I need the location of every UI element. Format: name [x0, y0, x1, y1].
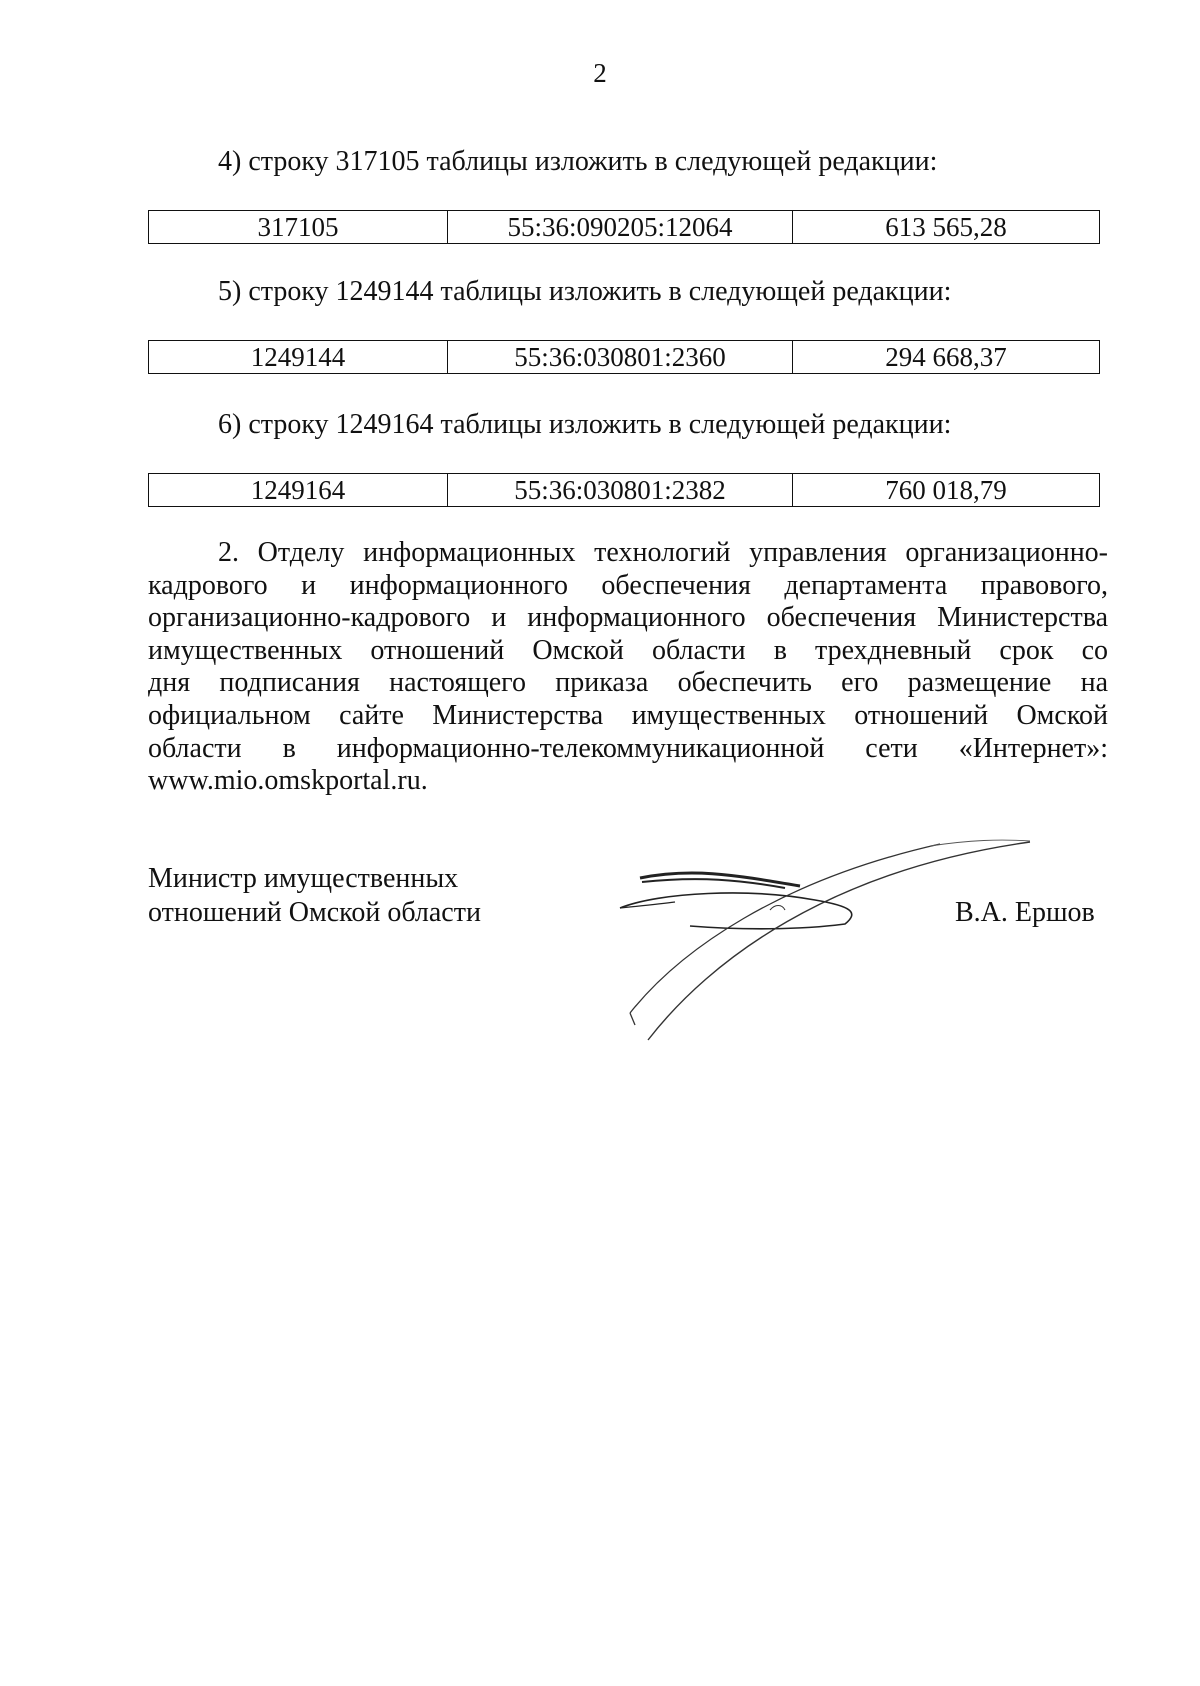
- value-cell: 760 018,79: [793, 474, 1100, 507]
- value-cell: 294 668,37: [793, 341, 1100, 374]
- paragraph-line: имущественных отношений Омской области в трехдневный срок со: [148, 634, 1108, 666]
- page-number: 2: [593, 58, 607, 88]
- paragraph-line: официальном сайте Министерства имущественных отношений Омской: [148, 699, 1108, 731]
- signer-title-line: отношений Омской области: [148, 897, 481, 928]
- item-5-intro: 5) строку 1249144 таблицы изложить в следующей редакции:: [218, 276, 952, 307]
- row-number-cell: 1249164: [149, 474, 448, 507]
- item-6-table: [148, 473, 1100, 507]
- paragraph-line: кадрового и информационного обеспечения департамента правового,: [148, 569, 1108, 601]
- table-row: [149, 474, 1100, 507]
- table-row: [149, 341, 1100, 374]
- table-row: [149, 211, 1100, 244]
- row-number-cell: 317105: [149, 211, 448, 244]
- cadastral-number-cell: 55:36:090205:12064: [448, 211, 793, 244]
- signer-title: [148, 862, 481, 930]
- paragraph-line: 2. Отделу информационных технологий управления организационно-: [218, 537, 1108, 568]
- paragraph-line: организационно-кадрового и информационного обеспечения Министерства: [148, 602, 1108, 634]
- item-5-table: [148, 340, 1100, 374]
- paragraph-2: [148, 537, 1108, 798]
- paragraph-line: области в информационно-телекоммуникационной сети «Интернет»:: [148, 732, 1108, 764]
- item-4-table: [148, 210, 1100, 244]
- signer-title-line: Министр имущественных: [148, 863, 459, 894]
- signer-name: В.А. Ершов: [955, 897, 1095, 928]
- handwritten-signature: [600, 830, 1070, 1050]
- value-cell: 613 565,28: [793, 211, 1100, 244]
- cadastral-number-cell: 55:36:030801:2382: [448, 474, 793, 507]
- paragraph-line: дня подписания настоящего приказа обеспечить его размещение на: [148, 667, 1108, 699]
- website-link-text: www.mio.omskportal.ru.: [148, 765, 428, 797]
- cadastral-number-cell: 55:36:030801:2360: [448, 341, 793, 374]
- row-number-cell: 1249144: [149, 341, 448, 374]
- item-6-intro: 6) строку 1249164 таблицы изложить в следующей редакции:: [218, 409, 952, 440]
- item-4-intro: 4) строку 317105 таблицы изложить в следующей редакции:: [218, 146, 938, 177]
